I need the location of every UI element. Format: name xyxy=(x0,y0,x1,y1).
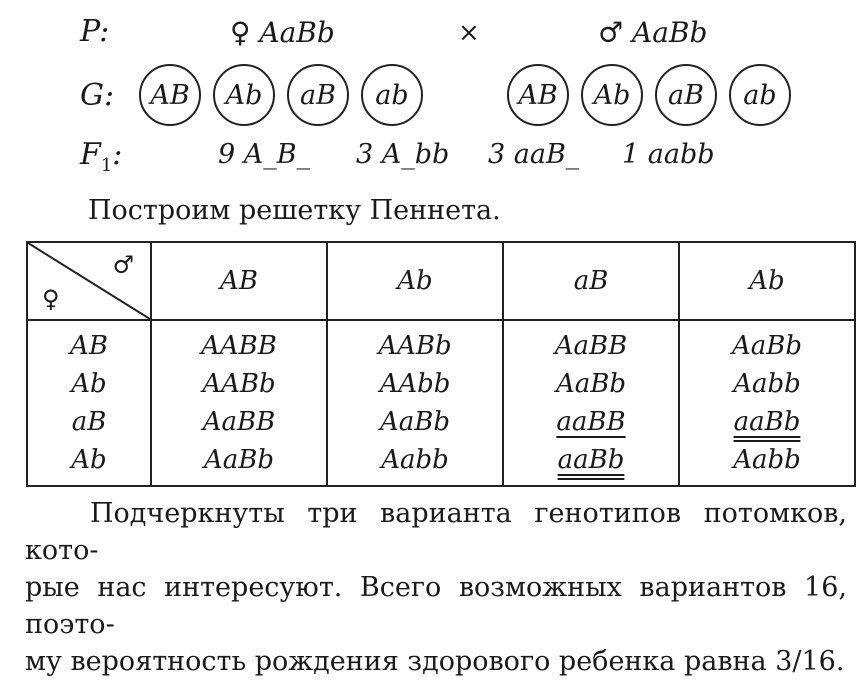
genotype-column-3 xyxy=(503,320,679,486)
male-gamete-aB: aB xyxy=(655,64,717,126)
genotype-cell: AABB xyxy=(201,331,277,361)
genotype-cell: AABb xyxy=(202,369,276,399)
f1-class-4: 1 aabb xyxy=(622,139,715,170)
genotype-cell: Aabb xyxy=(381,445,449,475)
genotype-cell: AaBb xyxy=(555,369,627,399)
cross-symbol: × xyxy=(458,18,480,48)
col-header-3: aB xyxy=(503,242,679,320)
genotype-column-1 xyxy=(151,320,327,486)
male-gamete-Ab: Ab xyxy=(581,64,643,126)
genotype-cell-double-underlined: aaBb xyxy=(557,445,625,475)
female-gamete-ab: ab xyxy=(361,64,423,126)
intro-text: Построим решетку Пеннета. xyxy=(88,195,501,226)
row-header-4: Ab xyxy=(71,445,107,475)
paragraph-line-3: му вероятность рождения здорового ребенка равна 3/16. xyxy=(25,646,845,677)
male-gamete-AB: AB xyxy=(507,64,569,126)
col-header-4: Ab xyxy=(679,242,855,320)
male-gamete-ab: ab xyxy=(729,64,791,126)
female-gamete-Ab: Ab xyxy=(213,64,275,126)
punnett-corner xyxy=(27,242,151,320)
f1-class-3: 3 aaB_ xyxy=(488,139,580,170)
genotype-cell: AaBB xyxy=(202,407,276,437)
genotype-cell: Aabb xyxy=(733,445,801,475)
genotype-cell: AaBb xyxy=(379,407,451,437)
f1-class-2: 3 A_bb xyxy=(356,139,450,170)
label-g: G: xyxy=(80,78,115,113)
genotype-cell: AaBb xyxy=(203,445,275,475)
genotype-column-2 xyxy=(327,320,503,486)
col-header-1: AB xyxy=(151,242,327,320)
genotype-cell: AAbb xyxy=(379,369,451,399)
col-header-2: Ab xyxy=(327,242,503,320)
genotype-column-4 xyxy=(679,320,855,486)
genotype-cell: AaBB xyxy=(554,331,628,361)
male-parent-genotype: ♂ AaBb xyxy=(598,16,708,49)
male-symbol: ♂ xyxy=(112,251,134,279)
label-p: P: xyxy=(80,14,110,49)
female-gamete-aB: aB xyxy=(287,64,349,126)
genotype-cell-underlined: aaBB xyxy=(556,407,626,437)
genotype-cell-double-underlined: aaBb xyxy=(733,407,801,437)
genotype-cell: AaBb xyxy=(731,331,803,361)
conclusion-paragraph xyxy=(25,495,847,680)
female-parent-genotype: ♀ AaBb xyxy=(230,16,335,49)
female-gamete-AB: AB xyxy=(139,64,201,126)
row-header-1: AB xyxy=(70,331,108,361)
row-headers xyxy=(27,320,151,486)
row-header-2: Ab xyxy=(71,369,107,399)
paragraph-line-2: рые нас интересуют. Всего возможных вариантов 16, поэто- xyxy=(25,572,847,640)
row-header-3: aB xyxy=(71,407,107,437)
label-f1: $F_1$: xyxy=(80,137,123,176)
genotype-cell: AABb xyxy=(378,331,452,361)
f1-class-1: 9 A_B_ xyxy=(218,139,311,170)
paragraph-line-1: Подчеркнуты три варианта генотипов потомков, кото- xyxy=(25,498,847,566)
punnett-square xyxy=(26,241,856,487)
female-symbol: ♀ xyxy=(42,285,60,313)
genotype-cell: Aabb xyxy=(733,369,801,399)
